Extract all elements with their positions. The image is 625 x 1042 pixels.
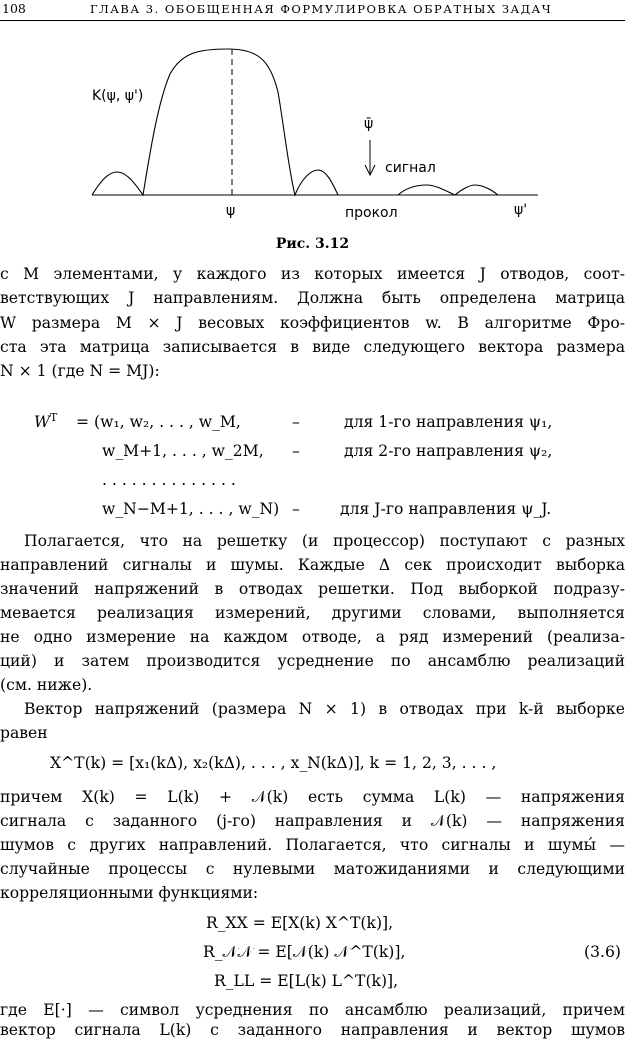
matrix-row-2-dir: для 2-го направления ψ₂, (344, 442, 553, 460)
page-number: 108 (2, 1, 26, 16)
para4-line-1: причем X(k) = L(k) + 𝒩(k) есть сумма L(k) — напряжения (0, 788, 625, 806)
figure-3-12 (0, 22, 625, 232)
equation-x-vector: X^T(k) = [x₁(kΔ), x₂(kΔ), . . . , x_N(kΔ)], k = 1, 2, 3, . . . , (50, 754, 497, 772)
matrix-row-4-dash: – (292, 500, 300, 518)
para1-line-1: с M элементами, у каждого из которых имеется J отводов, соот- (0, 265, 625, 283)
matrix-row-1-expr: = (w₁, w₂, . . . , w_M, (76, 413, 241, 431)
x-tick-psi: ψ (226, 203, 236, 219)
header-rule (0, 20, 625, 21)
matrix-row-2-dash: – (292, 442, 300, 460)
para4-line-2: сигнала с заданного (j-го) направления и 𝒩(k) — напряжения (0, 812, 625, 830)
signal-label: сигнал (385, 160, 436, 176)
para4-line-4: случайные процессы с нулевыми матожиданиями и следующими (0, 860, 625, 878)
para1-line-4: ста эта матрица записывается в виде следующего вектора размера (0, 338, 625, 356)
figure-caption: Рис. 3.12 (275, 236, 350, 252)
para2-line-7: (см. ниже). (0, 676, 93, 694)
running-header (0, 0, 625, 22)
matrix-row-3-dots: . . . . . . . . . . . . . . (102, 471, 236, 489)
equation-number: (3.6) (584, 943, 621, 961)
matrix-row-4-expr: w_N−M+1, . . . , w_N) (102, 500, 280, 518)
para2-line-6: ций) и затем производится усреднение по ансамблю реализаций (0, 652, 625, 670)
figure-plot (0, 22, 625, 232)
y-axis-label: K(ψ, ψ') (92, 88, 144, 104)
matrix-lhs: $W^T$ (34, 410, 58, 431)
equation-rxx: R_XX = E[X(k) X^T(k)], (206, 914, 394, 932)
running-title: ГЛАВА 3. ОБОБЩЕННАЯ ФОРМУЛИРОВКА ОБРАТНЫХ ЗАДАЧ (90, 2, 553, 16)
para2-line-2: направлений сигналы и шумы. Каждые Δ сек происходит выборка (0, 556, 625, 574)
para5-line-2: вектор сигнала L(k) с заданного направления и вектор шумов (0, 1021, 625, 1039)
para3-line-1: Вектор напряжений (размера N × 1) в отводах при k-й выборке (24, 700, 625, 718)
x-axis-label: ψ' (514, 202, 528, 218)
para4-line-5: корреляционными функциями: (0, 884, 259, 902)
para5-line-1: где E[·] — символ усреднения по ансамблю реализаций, причем (0, 1001, 625, 1019)
matrix-row-1-dir: для 1-го направления ψ₁, (344, 413, 553, 431)
beam-pattern-curve (92, 49, 498, 195)
equation-rll: R_LL = E[L(k) L^T(k)], (214, 972, 399, 990)
para1-line-3: W размера M × J весовых коэффициентов w. В алгоритме Фро- (0, 314, 625, 332)
para3-line-2: равен (0, 724, 48, 742)
matrix-row-1-dash: – (292, 413, 300, 431)
matrix-row-2-expr: w_M+1, . . . , w_2M, (102, 442, 264, 460)
para2-line-4: мевается реализация измерений, другими словами, выполняется (0, 604, 625, 622)
para2-line-3: значений напряжений в отводах решетки. Под выборкой подразу- (0, 580, 625, 598)
equation-rnn: R_𝒩𝒩 = E[𝒩(k) 𝒩^T(k)], (203, 943, 406, 961)
para4-line-3: шумов с других направлений. Полагается, что сигналы и шумы́ — (0, 836, 625, 854)
para1-line-5: N × 1 (где N = MJ): (0, 362, 160, 380)
para2-line-1: Полагается, что на решетку (и процессор) поступают с разных (24, 532, 625, 550)
para2-line-5: не одно измерение на каждом отводе, а ряд измерений (реализа- (0, 628, 625, 646)
para1-line-2: ветствующих J направлениям. Должна быть определена матрица (0, 289, 625, 307)
matrix-row-4-dir: для J-го направления ψ_J. (340, 500, 552, 518)
x-tick-prokol: прокол (345, 205, 398, 221)
psi-bar-label: ψ̄ (364, 116, 374, 132)
